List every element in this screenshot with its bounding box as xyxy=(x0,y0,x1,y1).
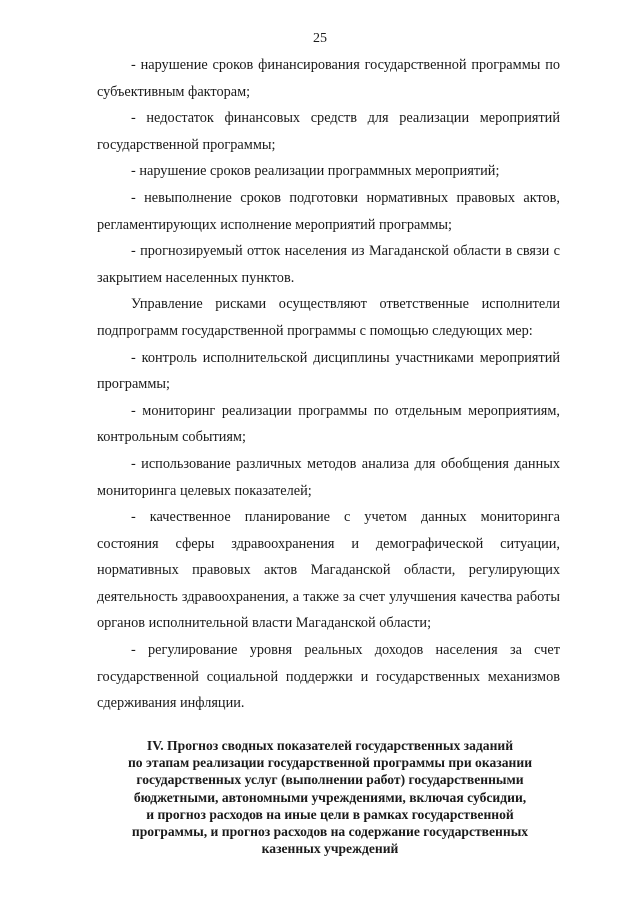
heading-line: IV. Прогноз сводных показателей государственных заданий xyxy=(146,738,514,753)
list-item-population-outflow: - прогнозируемый отток населения из Магаданской области в связи с закрытием населенных пунктов. xyxy=(97,243,560,286)
list-item-discipline-control: - контроль исполнительской дисциплины участниками мероприятий программы; xyxy=(97,349,560,393)
list-item-monitoring: - мониторинг реализации программы по отдельным мероприятиям, контрольным событиям; xyxy=(97,402,560,446)
list-item-funding-shortage: - недостаток финансовых средств для реализации мероприятий государственной программы; xyxy=(97,110,560,153)
heading-line: по этапам реализации государственной программы при оказании xyxy=(127,755,533,771)
page-number: 25 xyxy=(313,31,327,46)
heading-line: казенных учреждений xyxy=(261,841,399,857)
list-item-quality-planning: - качественное планирование с учетом данных мониторинга состояния сферы здравоохранения и демографической ситуации, нормативных правовых актов Магаданской области, регулирующих деятельность здравоохранения, а также за счет улучшения качества работы органов исполнительной власти Магаданской области; xyxy=(97,509,560,632)
paragraph-risk-management: Управление рисками осуществляют ответственные исполнители подпрограмм государственной программы с помощью следующих мер: xyxy=(97,296,560,339)
list-item-financing-delay: - нарушение сроков финансирования государственной программы по субъективным факторам; xyxy=(97,57,560,100)
list-item-legal-acts-delay: - невыполнение сроков подготовки нормативных правовых актов, регламентирующих исполнение мероприятий программы; xyxy=(97,189,560,233)
heading-line: программы, и прогноз расходов на содержание государственных xyxy=(131,824,529,840)
body-text xyxy=(97,52,560,717)
list-item-analysis-methods: - использование различных методов анализа для обобщения данных мониторинга целевых показателей; xyxy=(97,455,560,499)
heading-line: государственных услуг (выполнении работ) государственными xyxy=(136,772,524,788)
heading-line: бюджетными, автономными учреждениями, включая субсидии, xyxy=(133,789,527,805)
heading-line: и прогноз расходов на иные цели в рамках государственной xyxy=(146,806,514,822)
list-item-implementation-delay: - нарушение сроков реализации программных мероприятий; xyxy=(131,163,500,180)
section-heading xyxy=(96,737,564,857)
list-item-income-regulation: - регулирование уровня реальных доходов населения за счет государственной социальной поддержки и государственных механизмов сдерживания инфляции. xyxy=(97,642,560,712)
